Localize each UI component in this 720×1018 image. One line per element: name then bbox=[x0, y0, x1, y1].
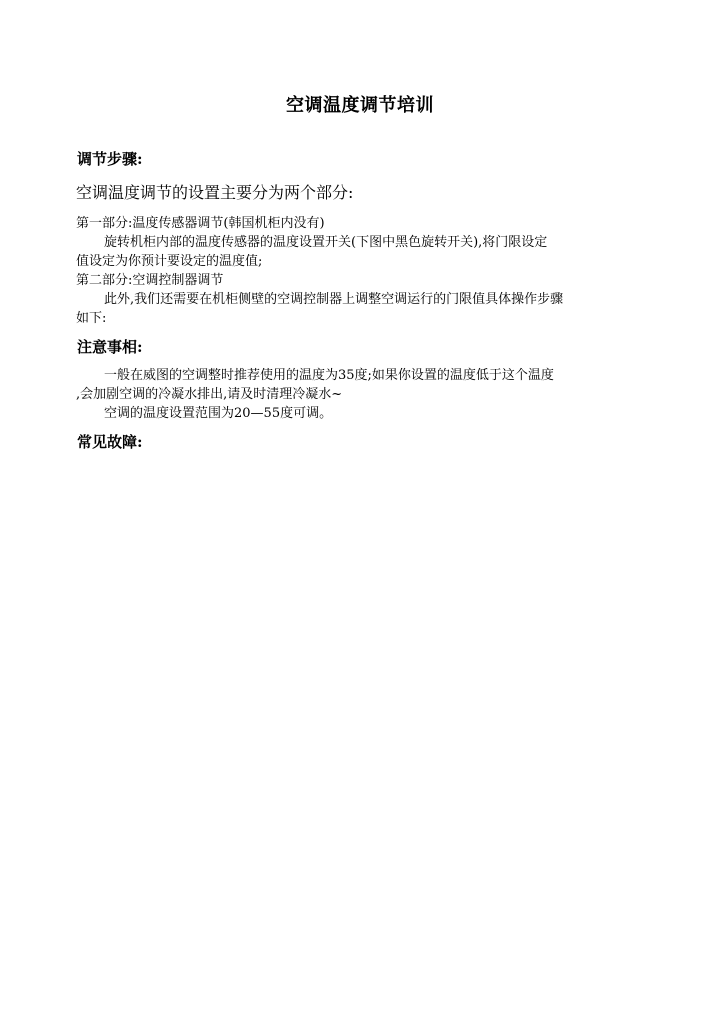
page-title: 空调温度调节培训 bbox=[286, 95, 434, 116]
notes-line2: ,会加剧空调的冷凝水排出,请及时清理冷凝水~ bbox=[76, 387, 343, 402]
part1-label: 第一部分:温度传感器调节(韩国机柜内没有) bbox=[76, 216, 325, 231]
part2-label: 第二部分:空调控制器调节 bbox=[76, 273, 224, 288]
steps-intro: 空调温度调节的设置主要分为两个部分: bbox=[76, 183, 354, 202]
faults-heading: 常见故障: bbox=[77, 433, 143, 451]
part1-text-line2: 值设定为你预计要设定的温度值; bbox=[76, 254, 263, 269]
part2-text-line2: 如下: bbox=[76, 311, 107, 326]
notes-line1: 一般在威图的空调整时推荐使用的温度为35度;如果你设置的温度低于这个温度 bbox=[104, 368, 554, 383]
steps-heading: 调节步骤: bbox=[77, 150, 143, 168]
notes-line3: 空调的温度设置范围为20—55度可调。 bbox=[104, 406, 333, 421]
part2-text-line1: 此外,我们还需要在机柜侧壁的空调控制器上调整空调运行的门限值具体操作步骤 bbox=[104, 292, 564, 307]
notes-heading: 注意事相: bbox=[77, 338, 143, 356]
part1-text-line1: 旋转机柜内部的温度传感器的温度设置开关(下图中黑色旋转开关),将门限设定 bbox=[104, 235, 548, 250]
